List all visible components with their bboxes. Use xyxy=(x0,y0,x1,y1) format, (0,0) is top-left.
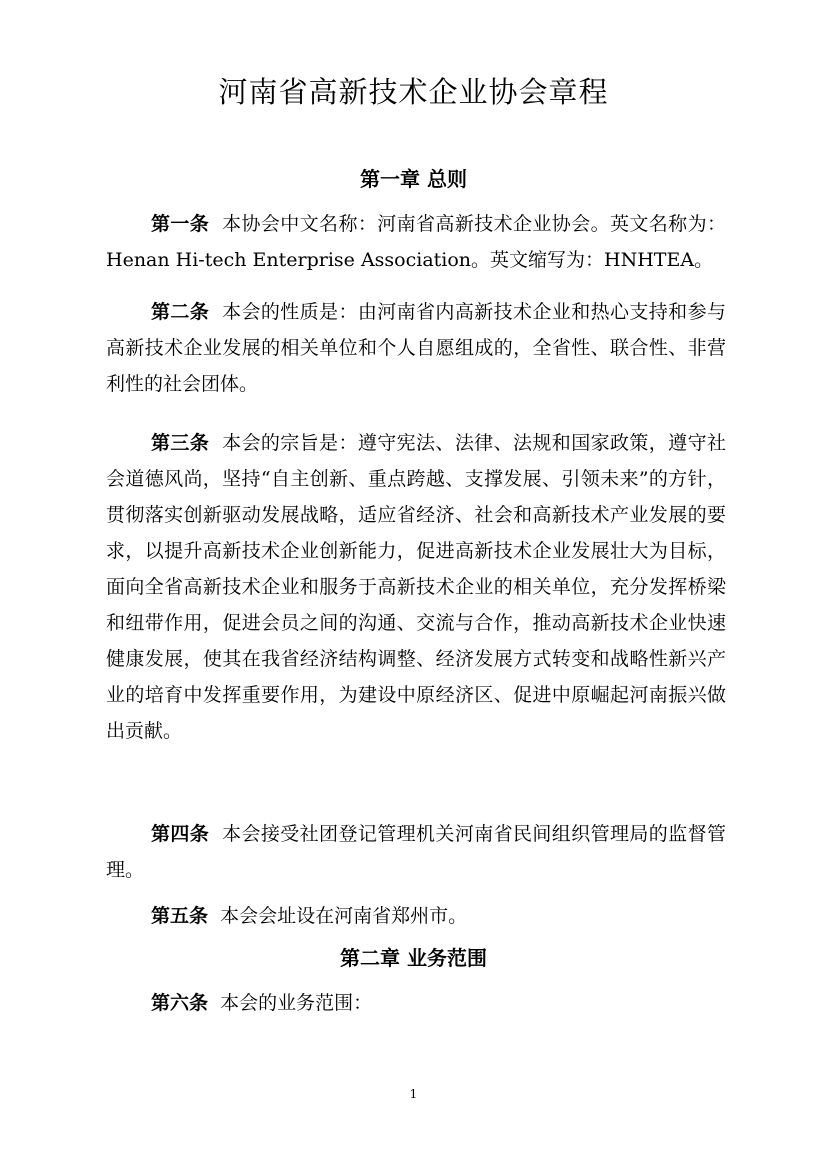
article-label: 第一条 xyxy=(151,213,210,235)
article-paragraph xyxy=(106,294,726,402)
article-label: 第六条 xyxy=(151,992,209,1014)
article-text: 本会的业务范围： xyxy=(220,992,373,1014)
page-number: 1 xyxy=(409,1087,418,1101)
chapter-heading: 第一章 总则 xyxy=(360,167,467,191)
document-title: 河南省高新技术企业协会章程 xyxy=(218,75,609,109)
article-label: 第三条 xyxy=(151,432,210,454)
article-paragraph xyxy=(106,985,726,1021)
article-paragraph xyxy=(106,816,726,888)
article-paragraph xyxy=(106,206,726,278)
article-label: 第二条 xyxy=(151,301,210,323)
article-paragraph xyxy=(106,425,726,749)
article-text: 本会的宗旨是：遵守宪法、法律、法规和国家政策，遵守社会道德风尚，坚持“自主创新、重点跨越、支撑发展、引领未来”的方针，贯彻落实创新驱动发展战略，适应省经济、社会和高新技术产业发展的要求，以提升高新技术企业创新能力，促进高新技术企业发展壮大为目标，面向全省高新技术企业和服务于高新技术企业的相关单位，充分发挥桥梁和纽带作用，促进会员之间的沟通、交流与合作，推动高新技术企业快速健康发展，使其在我省经济结构调整、经济发展方式转变和战略性新兴产业的培育中发挥重要作用，为建设中原经济区、促进中原崛起河南振兴做出贡献。 xyxy=(106,432,726,742)
article-text: 本会接受社团登记管理机关河南省民间组织管理局的监督管理。 xyxy=(106,823,726,881)
article-text: 本会会址设在河南省郑州市。 xyxy=(220,905,468,927)
article-paragraph xyxy=(106,898,726,934)
chapter-heading: 第二章 业务范围 xyxy=(340,946,487,970)
article-text: 本协会中文名称：河南省高新技术企业协会。英文名称为：Henan Hi-tech Enterprise Association。英文缩写为：HNHTEA。 xyxy=(106,213,726,271)
article-text: 本会的性质是：由河南省内高新技术企业和热心支持和参与高新技术企业发展的相关单位和个人自愿组成的，全省性、联合性、非营利性的社会团体。 xyxy=(106,301,726,395)
article-label: 第四条 xyxy=(151,823,210,845)
article-label: 第五条 xyxy=(151,905,209,927)
